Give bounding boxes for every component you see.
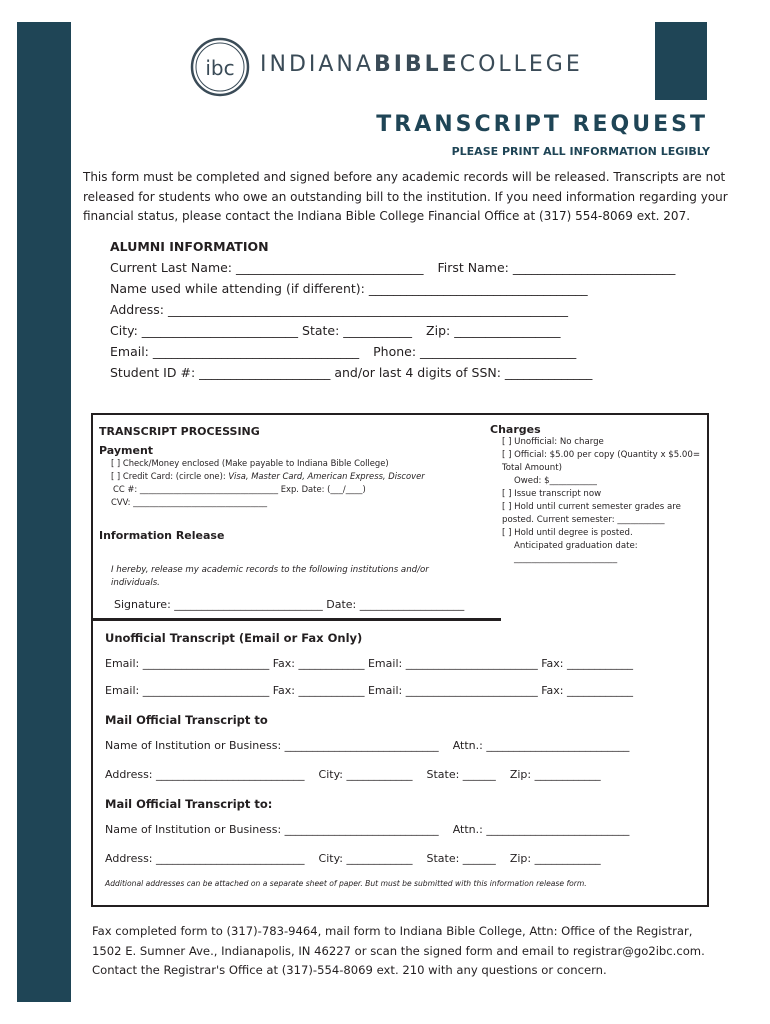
cvv-field[interactable]: CVV: ________________________________ [111,497,268,507]
section-divider [93,618,501,621]
cc-number-field[interactable]: CC #: _________________________________ Exp. Date: (___/____) [113,484,366,494]
info-release-heading: Information Release [99,529,225,542]
unofficial-row-2[interactable]: Email: _______________________ Fax: ____________ Email: ________________________ Fax: ____________ [105,684,633,697]
college-wordmark [260,52,583,77]
zip-field[interactable]: Zip: _________________ [426,323,561,338]
credit-card-option[interactable] [99,470,479,483]
last-name-field[interactable]: Current Last Name: ______________________________ [110,260,424,275]
unofficial-transcript-heading: Unofficial Transcript (Email or Fax Only) [105,631,363,645]
wordmark-college: COLLEGE [459,52,583,77]
email-field[interactable]: Email: _________________________________ [110,344,360,359]
credit-card-label: [ ] Credit Card: (circle one): [111,471,229,481]
state-field[interactable]: State: ___________ [302,323,413,338]
mail2-city-field[interactable]: City: ____________ [318,852,413,865]
college-logo [190,37,590,101]
charge-unofficial-option[interactable]: [ ] Unofficial: No charge [502,437,604,447]
payment-heading: Payment [99,444,154,457]
top-right-accent-block [655,22,707,100]
anticipated-graduation-label: Anticipated graduation date: [514,541,638,551]
anticipated-graduation-field[interactable]: ________________________ [514,554,618,564]
hold-grades-option[interactable]: [ ] Hold until current semester grades are posted. Current semester: ___________ [502,502,681,525]
ibc-monogram-logo-icon [190,37,250,97]
mail2-zip-field[interactable]: Zip: ____________ [509,852,601,865]
signature-date-field[interactable]: Signature: ___________________________ Date: ___________________ [114,598,465,611]
additional-addresses-note: Additional addresses can be attached on a separate sheet of paper. But must be submitted with this information release form. [105,879,587,888]
issue-now-option[interactable]: [ ] Issue transcript now [502,489,602,499]
processing-section [99,425,479,509]
mail2-attn-field[interactable]: Attn.: __________________________ [452,823,630,836]
intro-paragraph: This form must be completed and signed before any academic records will be released. Transcripts are not released for students who owe an outstanding bill to the institution. If you need information regarding your financial status, please contact the Indiana Bible College Financial Office at (317) 554-8069 ext. 207. [83,170,728,223]
mail1-zip-field[interactable]: Zip: ____________ [509,768,601,781]
processing-heading: TRANSCRIPT PROCESSING [99,425,260,438]
alumni-name-row [110,257,720,278]
first-name-field[interactable]: First Name: __________________________ [437,260,676,275]
left-sidebar-bar [17,22,71,1002]
wordmark-indiana: INDIANA [260,52,374,77]
page-title: TRANSCRIPT REQUEST [376,112,708,137]
logo-monogram-text: ibc [205,56,235,80]
alumni-city-row [110,320,720,341]
mail-official-heading-1: Mail Official Transcript to [105,713,268,727]
alumni-heading: ALUMNI INFORMATION [110,239,269,254]
owed-field[interactable]: Owed: $___________ [514,476,597,486]
mail1-state-field[interactable]: State: ______ [426,768,496,781]
address-field[interactable]: Address: ________________________________________________________________ [110,302,568,317]
phone-field[interactable]: Phone: _________________________ [373,344,577,359]
charges-heading: Charges [490,423,541,436]
mail1-institution-field[interactable]: Name of Institution or Business: ____________________________ [105,739,439,752]
hold-degree-option[interactable]: [ ] Hold until degree is posted. [502,528,633,538]
charge-official-option[interactable]: [ ] Official: $5.00 per copy (Quantity x $5.00= Total Amount) [502,450,701,473]
mail2-address-field[interactable]: Address: ___________________________ [105,852,305,865]
mail2-institution-field[interactable]: Name of Institution or Business: ____________________________ [105,823,439,836]
wordmark-bible: BIBLE [373,52,460,77]
mail1-institution-row [105,739,695,752]
mail-official-heading-2: Mail Official Transcript to: [105,797,273,811]
alumni-information-section [110,239,720,383]
delivery-section [105,631,695,888]
name-used-field[interactable]: Name used while attending (if different): ___________________________________ [110,281,588,296]
alumni-contact-row [110,341,720,362]
mail1-address-row [105,768,695,781]
mail2-state-field[interactable]: State: ______ [426,852,496,865]
unofficial-row-1[interactable]: Email: _______________________ Fax: ____________ Email: ________________________ Fax: ____________ [105,657,633,670]
information-release-section [99,529,479,611]
check-option[interactable]: [ ] Check/Money enclosed (Make payable to Indiana Bible College) [111,458,389,468]
mail1-attn-field[interactable]: Attn.: __________________________ [452,739,630,752]
student-id-field[interactable]: Student ID #: _____________________ and/or last 4 digits of SSN: ______________ [110,365,593,380]
mail2-institution-row [105,823,695,836]
page-subtitle: PLEASE PRINT ALL INFORMATION LEGIBLY [451,145,710,158]
mail1-address-field[interactable]: Address: ___________________________ [105,768,305,781]
transcript-processing-box [91,413,709,907]
footer-instructions: Fax completed form to (317)-783-9464, mail form to Indiana Bible College, Attn: Office of the Registrar, 1502 E. Sumner Ave., Indianapolis, IN 46227 or scan the signed form and email to registrar@go2ibc.com. Contact the Registrar's Office at (317)-554-8069 ext. 210 with any questions or concern. [92,924,705,977]
mail2-address-row [105,852,695,865]
mail1-city-field[interactable]: City: ____________ [318,768,413,781]
charges-section [490,423,702,566]
release-statement: I hereby, release my academic records to the following institutions and/or individuals. [111,565,429,588]
city-field[interactable]: City: _________________________ [110,323,299,338]
credit-card-types: Visa, Master Card, American Express, Discover [228,471,425,481]
